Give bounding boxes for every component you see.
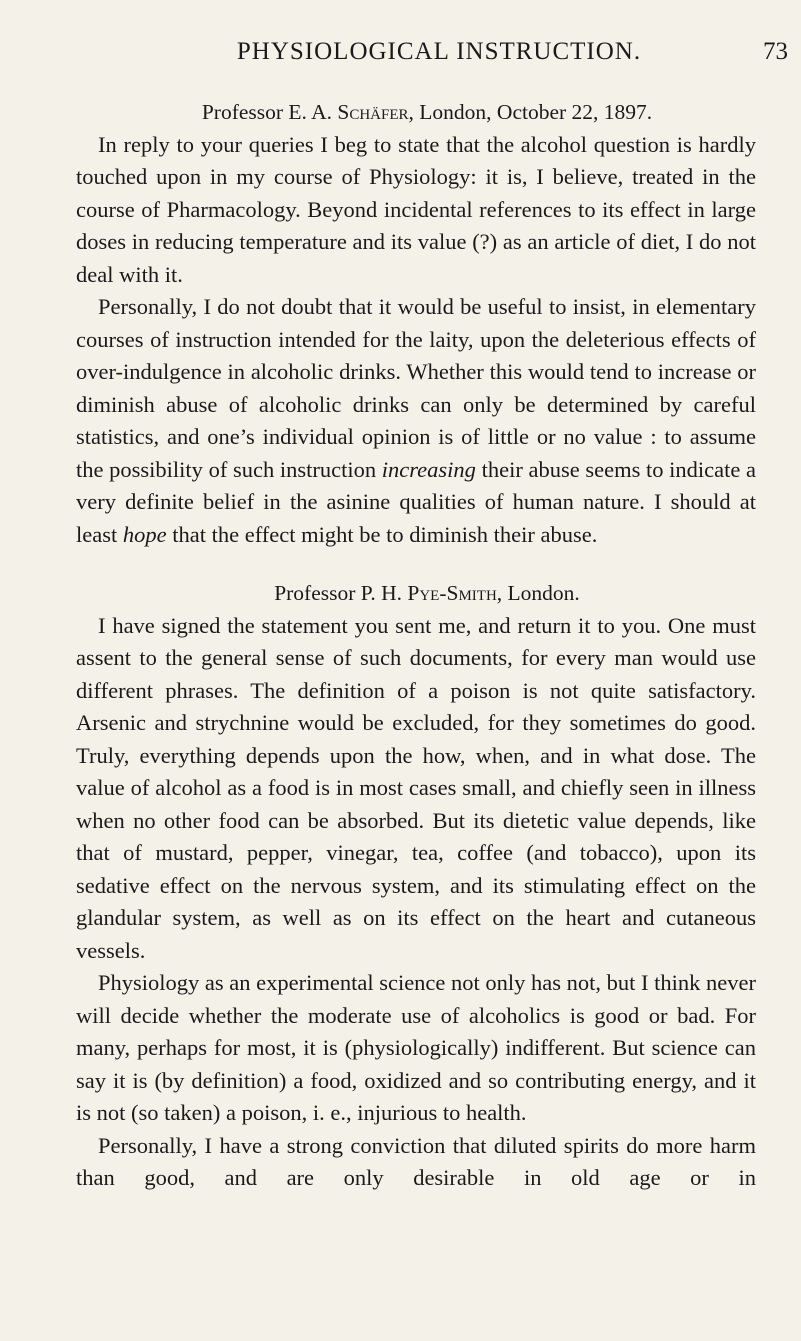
paragraph-text: Personally, I have a strong conviction that diluted spirits do more harm than good, and are only desirable in old age or in — [76, 1132, 756, 1190]
italic-word: increasing — [381, 456, 476, 482]
heading-prefix: Professor E. A. — [201, 100, 338, 124]
paragraph — [76, 1130, 756, 1195]
section-gap — [76, 551, 756, 577]
paragraph — [76, 967, 756, 1130]
letter-heading-pye-smith — [76, 577, 756, 610]
letter-heading-schafer — [76, 96, 756, 129]
paragraph-text: I have signed the statement you sent me, and return it to you. One must assent to the general sense of such documents, for every man would use different phrases. The definition of a poison is not quite satisfactory. Arsenic and strychnine would be excluded, for they sometimes do good. Truly, everything depends upon the how, when, and in what dose. The value of alcohol as a food is in most cases small, and chiefly seen in illness when no other food can be absorbed. But its dietetic value depends, like that of mustard, pepper, vinegar, tea, coffee (and tobacco), upon its sedative effect on the nervous system, and its stimulating effect on the glandular system, as well as on its effect on the heart and cutaneous vessels. — [76, 612, 756, 963]
author-name: Schäfer — [337, 100, 409, 124]
paragraph-text: Physiology as an experimental science not only has not, but I think never will decide whether the moderate use of alcoholics is good or bad. For many, perhaps for most, it is (physiologically) indifferent. But science can say it is (by definition) a food, oxidized and so contributing energy, and it is not (so taken) a poison, i. e., injurious to health. — [76, 970, 756, 1125]
running-head — [90, 36, 788, 68]
heading-suffix: , London. — [496, 581, 580, 605]
paragraph-text: Personally, I do not doubt that it would be useful to insist, in elementary courses of instruction intended for the laity, upon the deleterious effects of over-indulgence in alcoholic drinks. Whether this would tend to increase or diminish abuse of alcoholic drinks can only be determined by careful statistics, and one’s individual opinion is of little or no value : to assume the possibility of such instruction — [76, 294, 756, 482]
author-name: Pye-Smith — [407, 581, 497, 605]
paragraph-text: In reply to your queries I beg to state that the alcohol question is hardly touched upon in my course of Physiology: it is, I believe, treated in the course of Pharmacology. Beyond incidental references to its effect in large doses in reducing temperature and its value (?) as an article of diet, I do not deal with it. — [76, 131, 756, 287]
heading-suffix: , London, October 22, 1897. — [408, 100, 653, 124]
running-head-title: PHYSIOLOGICAL INSTRUCTION. — [236, 38, 642, 65]
paragraph — [76, 291, 756, 551]
paragraph — [76, 610, 756, 968]
paragraph — [76, 129, 756, 292]
italic-word: hope — [122, 521, 167, 547]
paragraph-text: that the effect might be to diminish their abuse. — [166, 521, 598, 547]
paragraph-text: their abuse seems to indicate a very definite belief in the asinine qualities of human nature. I should at least — [76, 456, 756, 547]
heading-prefix: Professor P. H. — [274, 581, 408, 605]
body-text — [76, 96, 756, 1195]
page-number: 73 — [763, 38, 788, 65]
